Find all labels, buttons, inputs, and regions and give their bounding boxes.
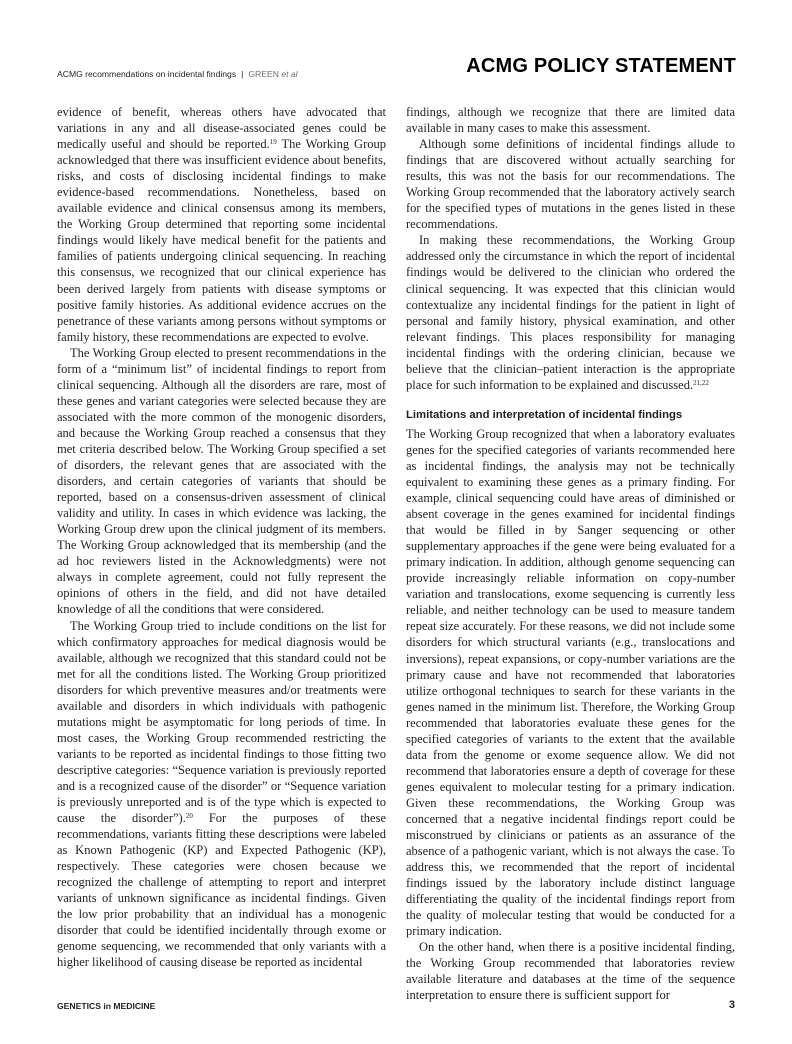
section-banner: ACMG POLICY STATEMENT (466, 55, 736, 77)
right-paragraph-5: On the other hand, when there is a positive incidental finding, the Working Group recommended that laboratories review available literature and databases at the time of the sequence interpretation to ensure there is sufficient support for (406, 940, 735, 1003)
left-paragraph-1-text-b: The Working Group acknowledged that there was insufficient evidence about benefits, risks, and costs of disclosing incidental findings to make evidence-based recommendations. Nonetheless, based on available evidence and clinical consensus among its members, the Working Group determined that reporting some incidental findings would likely have medical benefit for the patients and families of patients undergoing clinical sequencing. In reaching this consensus, we recognized that our clinical experience has been derived largely from patients with disease symptoms or positive family histories. As additional evidence accrues on the penetrance of these variants among persons without symptoms or family history, these recommendations are expected to evolve. (57, 137, 386, 344)
running-head-separator: | (241, 69, 244, 79)
right-paragraph-2: Although some definitions of incidental findings allude to findings that are discovered without actually searching for results, this was not the basis for our recommendations. The Working Group recommended that the laboratory actively search for the specified types of mutations in the genes listed in these recommendations. (406, 137, 735, 232)
left-paragraph-1-text-a: evidence of benefit, whereas others have advocated that variations in any and all disease-associated genes could be medically useful and should be reported. (57, 105, 386, 152)
section-heading-limitations: Limitations and interpretation of incidental findings (406, 408, 683, 421)
running-head (57, 69, 298, 79)
page-number: 3 (728, 999, 735, 1011)
left-paragraph-2: The Working Group elected to present recommendations in the form of a “minimum list” of incidental findings to report from clinical sequencing. Although all the disorders are rare, most of these genes and variant categories were selected because they are associated with the more common of the monogenic disorders, and because the Working Group reached a consensus that they met criteria described below. The Working Group specified a set of disorders, the relevant genes that are associated with the disorders, and certain categories of variants that should be reported, based on a consensus-driven assessment of clinical validity and utility. In cases in which evidence was lacking, the Working Group drew upon the clinical judgment of its members. The Working Group acknowledged that its membership (and the ad hoc reviewers listed in the Acknowledgments) were not always in complete agreement, could not fully represent the opinions of others in the field, and did not have detailed knowledge of all the conditions that were considered. (57, 345, 386, 617)
footer-journal-name: GENETICS in MEDICINE (57, 1001, 156, 1011)
right-paragraph-4: The Working Group recognized that when a laboratory evaluates genes for the specified categories of variants recommended here as incidental findings, the analysis may not be technically equivalent to examining these genes as a primary finding. For example, clinical sequencing could have areas of diminished or absent coverage in the genes examined for incidental findings that would be filled in by Sanger sequencing or other supplementary approaches if the gene were being evaluated for a primary indication. In addition, although genome sequencing can provide increasingly reliable information on copy-number variation and translocations, exome sequencing is currently less reliable, and neither technology can be used to measure tandem repeat size accurately. For these reasons, we did not include some disorders for which structural variants (e.g., translocations and inversions), repeat expansions, or copy-number variations are the primary cause and have not recommended that laboratories utilize orthogonal techniques to search for these variants in the genes named in the minimum list. Therefore, the Working Group recommended that laboratories evaluate these genes for the specified categories of variants to the extent that the available data from the genome or exome sequence allow. We did not recommend that laboratories ensure a depth of coverage for these genes equivalent to molecular testing for a primary indication. Given these recommendations, the Working Group was concerned that a negative incidental findings report could be misconstrued by clinicians or patients as an assurance of the absence of a pathogenic variant, which is not always the case. To address this, we recommended that the report of incidental findings issued by the laboratory include distinct language differentiating the quality of the incidental findings report from the quality of molecular testing that would be conducted for a primary indication. (406, 426, 735, 939)
citation-20: 20 (185, 812, 193, 821)
right-column (406, 104, 735, 1004)
left-paragraph-1 (57, 104, 386, 345)
left-paragraph-3-text-a: The Working Group tried to include conditions on the list for which confirmatory approaches for medical diagnosis would be available, although we recognized that this standard could not be met for all the conditions listed. The Working Group prioritized disorders for which preventive measures and/or treatments were available and disorders in which individuals with pathogenic mutations might be asymptomatic for long periods of time. In most cases, the Working Group recommended restricting the variants to be reported as incidental findings to those fitting two descriptive categories: “Sequence variation is previously reported and is a recognized cause of the disorder” or “Sequence variation is previously unreported and is of the type which is expected to cause the disorder”). (57, 618, 386, 826)
citation-21-22: 21,22 (693, 378, 709, 387)
left-column (57, 104, 386, 971)
citation-19: 19 (269, 138, 277, 147)
running-title: ACMG recommendations on incidental findings (57, 69, 237, 79)
author-name: GREEN (248, 69, 279, 79)
right-paragraph-3 (406, 232, 735, 392)
running-authors (248, 69, 297, 79)
right-paragraph-3-text: In making these recommendations, the Working Group addressed only the circumstance in which the report of incidental findings would be delivered to the clinician who ordered the clinical sequencing. It was expected that this clinician would contextualize any incidental findings for the patient in light of personal and family history, physical examination, and other relevant findings. This places responsibility for managing incidental findings with the ordering clinician, because we believe that the clinician–patient interaction is the appropriate place for such information to be explained and discussed. (406, 233, 735, 392)
right-paragraph-1: findings, although we recognize that there are limited data available in many cases to make this assessment. (406, 105, 735, 136)
left-paragraph-3 (57, 618, 386, 971)
left-paragraph-3-text-b: For the purposes of these recommendations, variants fitting these descriptions were labeled as Known Pathogenic (KP) and Expected Pathogenic (KP), respectively. These categories were chosen because we recognized the challenge of attempting to report and interpret variants of unknown significance as incidental findings. Given the low prior probability that an individual has a monogenic disorder that could be identified incidentally through exome or genome sequencing, we recommended that only variants with a higher likelihood of causing disease be reported as incidental (57, 811, 386, 970)
author-suffix: et al (281, 69, 298, 79)
